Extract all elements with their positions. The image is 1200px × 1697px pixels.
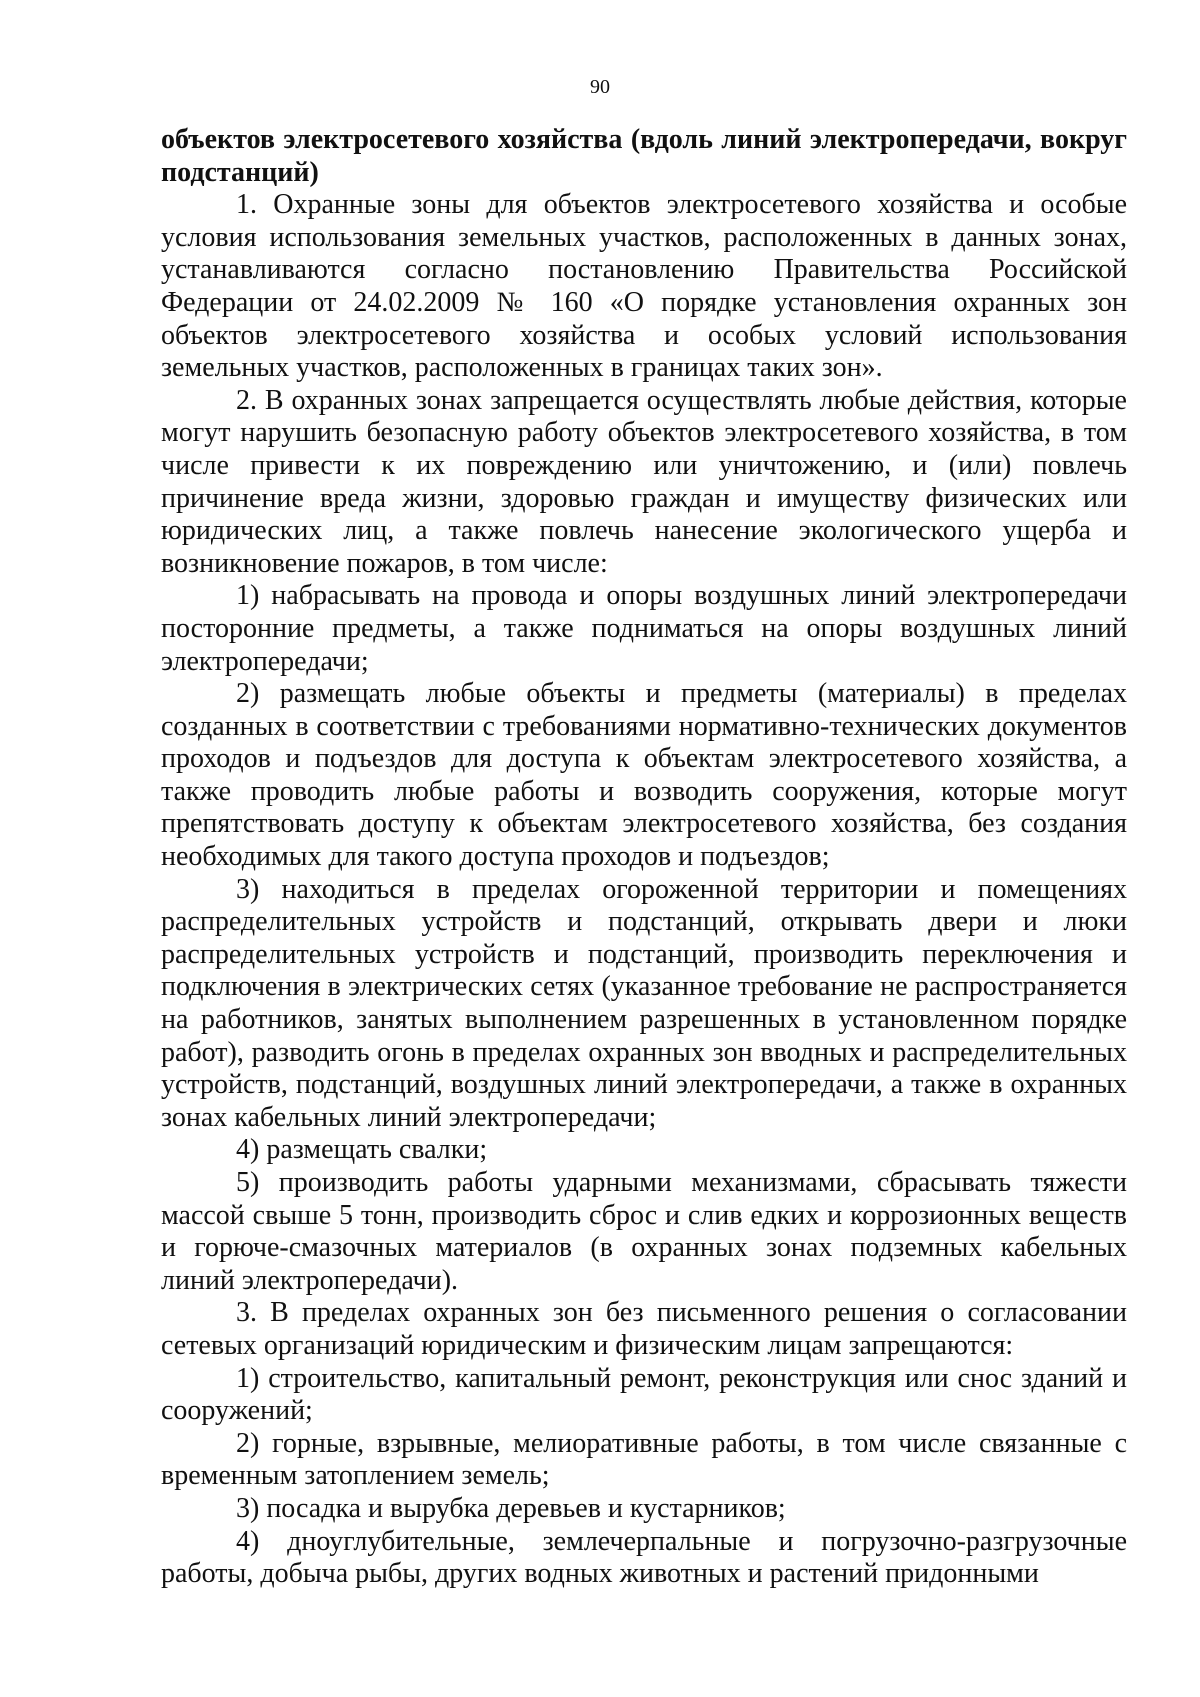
paragraph-2: 2. В охранных зонах запрещается осуществлять любые действия, которые могут нарушить безопасную работу объектов электросетевого хозяйства, в том числе привести к их повреждению или уничтожению, и (или) повлечь причинение вреда жизни, здоровью граждан и имуществу физических или юридических лиц, а также повлечь нанесение экологического ущерба и возникновение пожаров, в том числе: bbox=[161, 384, 1127, 579]
list-item-3-3: 3) посадка и вырубка деревьев и кустарников; bbox=[236, 1492, 786, 1524]
page-number: 90 bbox=[590, 76, 610, 98]
list-item-2-5: 5) производить работы ударными механизмами, сбрасывать тяжести массой свыше 5 тонн, производить сброс и слив едких и коррозионных веществ и горюче-смазочных материалов (в охранных зонах подземных кабельных линий электропередачи). bbox=[161, 1167, 1127, 1296]
list-item-3-2: 2) горные, взрывные, мелиоративные работы, в том числе связанные с временным затоплением земель; bbox=[161, 1427, 1127, 1492]
section-heading: объектов электросетевого хозяйства (вдоль линий электропередачи, вокруг подстанций) bbox=[161, 124, 1127, 188]
list-item-2-4: 4) размещать свалки; bbox=[236, 1134, 488, 1166]
list-item-3-4: 4) дноуглубительные, землечерпальные и погрузочно-разгрузочные работы, добыча рыбы, других водных животных и растений придонными bbox=[161, 1525, 1127, 1590]
list-item-2-3: 3) находиться в пределах огороженной территории и помещениях распределительных устройств и подстанций, открывать двери и люки распределительных устройств и подстанций, производить переключения и подключения в электрических сетях (указанное требование не распространяется на работников, занятых выполнением разрешенных в установленном порядке работ), разводить огонь в пределах охранных зон вводных и распределительных устройств, подстанций, воздушных линий электропередачи, а также в охранных зонах кабельных линий электропередачи; bbox=[161, 873, 1127, 1133]
paragraph-1: 1. Охранные зоны для объектов электросетевого хозяйства и особые условия использования земельных участков, расположенных в данных зонах, устанавливаются согласно постановлению Правительства Российской Федерации от 24.02.2009 № 160 «О порядке установления охранных зон объектов электросетевого хозяйства и особых условий использования земельных участков, расположенных в границах таких зон». bbox=[161, 189, 1127, 384]
paragraph-3: 3. В пределах охранных зон без письменного решения о согласовании сетевых организаций юридическим и физическим лицам запрещаются: bbox=[161, 1297, 1127, 1361]
list-item-3-1: 1) строительство, капитальный ремонт, реконструкция или снос зданий и сооружений; bbox=[161, 1362, 1127, 1427]
document-body bbox=[161, 124, 1127, 1591]
list-item-2-2: 2) размещать любые объекты и предметы (материалы) в пределах созданных в соответствии с требованиями нормативно-технических документов проходов и подъездов для доступа к объектам электросетевого хозяйства, а также проводить любые работы и возводить сооружения, которые могут препятствовать доступу к объектам электросетевого хозяйства, без создания необходимых для такого доступа проходов и подъездов; bbox=[161, 678, 1127, 873]
list-item-2-1: 1) набрасывать на провода и опоры воздушных линий электропередачи посторонние предметы, а также подниматься на опоры воздушных линий электропередачи; bbox=[161, 580, 1127, 677]
